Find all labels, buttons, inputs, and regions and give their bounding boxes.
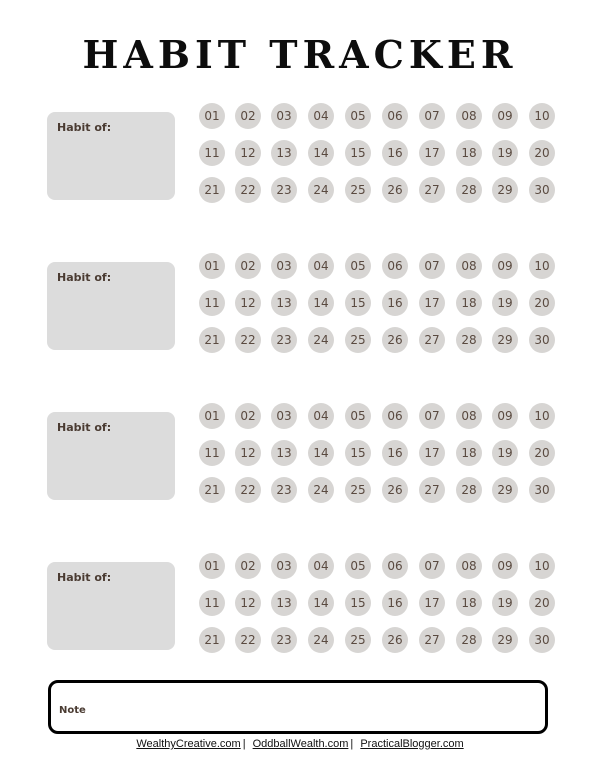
day-circle[interactable]: 25 [345,477,371,503]
day-circle[interactable]: 18 [456,590,482,616]
day-circle[interactable]: 17 [419,140,445,166]
day-circle[interactable]: 28 [456,177,482,203]
day-circle[interactable]: 17 [419,590,445,616]
habit-block [47,108,550,208]
habit-label: Habit of: [57,571,112,584]
day-circle[interactable]: 15 [345,290,371,316]
day-circle[interactable]: 29 [492,327,518,353]
day-circle[interactable]: 01 [199,103,225,129]
day-circle[interactable]: 20 [529,440,555,466]
day-circle[interactable]: 16 [382,590,408,616]
day-circle[interactable]: 30 [529,177,555,203]
day-circle[interactable]: 10 [529,403,555,429]
day-circle[interactable]: 14 [308,590,334,616]
day-circle[interactable]: 11 [199,290,225,316]
day-circle[interactable]: 12 [235,290,261,316]
day-circle[interactable]: 13 [271,440,297,466]
day-circle[interactable]: 02 [235,103,261,129]
day-circle[interactable]: 19 [492,590,518,616]
day-circle[interactable]: 29 [492,477,518,503]
day-circle[interactable]: 12 [235,440,261,466]
day-circle[interactable]: 01 [199,553,225,579]
day-circle[interactable]: 08 [456,553,482,579]
habit-label: Habit of: [57,121,112,134]
day-circle[interactable]: 27 [419,327,445,353]
day-circle[interactable]: 09 [492,553,518,579]
day-circle[interactable]: 28 [456,477,482,503]
day-circle[interactable]: 28 [456,327,482,353]
day-circle[interactable]: 22 [235,627,261,653]
footer [0,738,600,750]
day-circle[interactable]: 08 [456,403,482,429]
day-circle[interactable]: 03 [271,103,297,129]
day-circle[interactable]: 17 [419,440,445,466]
day-circle[interactable]: 14 [308,140,334,166]
day-circle[interactable]: 29 [492,627,518,653]
day-circle[interactable]: 20 [529,290,555,316]
day-circle[interactable]: 08 [456,253,482,279]
footer-link-wealthycreative[interactable]: WealthyCreative.com [136,738,241,750]
day-circle[interactable]: 03 [271,403,297,429]
day-circle[interactable]: 26 [382,477,408,503]
day-circle[interactable]: 10 [529,553,555,579]
day-circle[interactable]: 30 [529,327,555,353]
footer-separator: | [350,738,354,750]
day-circle[interactable]: 15 [345,590,371,616]
day-circle[interactable]: 04 [308,253,334,279]
day-circle[interactable]: 21 [199,177,225,203]
day-circle[interactable]: 18 [456,440,482,466]
day-circle[interactable]: 06 [382,553,408,579]
habit-name-box[interactable] [47,562,175,650]
note-box[interactable] [48,680,548,734]
day-circle[interactable]: 13 [271,290,297,316]
day-circle[interactable]: 08 [456,103,482,129]
day-circle[interactable]: 14 [308,440,334,466]
day-circle[interactable]: 25 [345,627,371,653]
habit-block [47,558,550,658]
day-circle[interactable]: 02 [235,403,261,429]
day-circle[interactable]: 03 [271,553,297,579]
day-circle[interactable]: 09 [492,253,518,279]
footer-link-practicalblogger[interactable]: PracticalBlogger.com [360,738,464,750]
day-circle[interactable]: 10 [529,103,555,129]
day-circle[interactable]: 23 [271,627,297,653]
day-circle[interactable]: 03 [271,253,297,279]
habit-name-box[interactable] [47,112,175,200]
day-circle[interactable]: 10 [529,253,555,279]
day-circle[interactable]: 12 [235,590,261,616]
note-label: Note [59,705,86,716]
day-circle[interactable]: 23 [271,327,297,353]
footer-link-oddballwealth[interactable]: OddballWealth.com [252,738,349,750]
day-circle[interactable]: 05 [345,253,371,279]
day-circle[interactable]: 04 [308,103,334,129]
day-circle[interactable]: 21 [199,627,225,653]
day-circle[interactable]: 02 [235,553,261,579]
day-circle[interactable]: 15 [345,440,371,466]
day-circle[interactable]: 22 [235,327,261,353]
day-circle[interactable]: 19 [492,290,518,316]
habit-label: Habit of: [57,271,112,284]
day-circle[interactable]: 25 [345,177,371,203]
habit-name-box[interactable] [47,262,175,350]
habit-label: Habit of: [57,421,112,434]
day-circle[interactable]: 04 [308,553,334,579]
day-circle[interactable]: 28 [456,627,482,653]
day-circle[interactable]: 18 [456,140,482,166]
page-title: HABIT TRACKER [82,32,518,77]
day-circle[interactable]: 07 [419,403,445,429]
day-circle[interactable]: 13 [271,590,297,616]
day-circle[interactable]: 24 [308,177,334,203]
day-circle[interactable]: 29 [492,177,518,203]
day-circle[interactable]: 05 [345,103,371,129]
day-circle[interactable]: 11 [199,140,225,166]
day-circle[interactable]: 06 [382,403,408,429]
day-circle[interactable]: 12 [235,140,261,166]
day-circle[interactable]: 04 [308,403,334,429]
habit-block [47,408,550,508]
day-circle[interactable]: 26 [382,627,408,653]
habit-name-box[interactable] [47,412,175,500]
day-circle[interactable]: 24 [308,327,334,353]
day-circle[interactable]: 01 [199,253,225,279]
day-circle[interactable]: 16 [382,290,408,316]
day-circle[interactable]: 13 [271,140,297,166]
day-circle[interactable]: 05 [345,553,371,579]
day-circle[interactable]: 11 [199,440,225,466]
day-circle[interactable]: 19 [492,440,518,466]
day-circle[interactable]: 01 [199,403,225,429]
day-circle[interactable]: 02 [235,253,261,279]
footer-separator: | [242,738,246,750]
day-circle[interactable]: 11 [199,590,225,616]
day-circle[interactable]: 21 [199,477,225,503]
day-circle[interactable]: 27 [419,177,445,203]
habit-block [47,258,550,358]
day-circle[interactable]: 16 [382,140,408,166]
day-circle[interactable]: 27 [419,627,445,653]
day-circle[interactable]: 20 [529,140,555,166]
day-circle[interactable]: 23 [271,477,297,503]
day-circle[interactable]: 07 [419,103,445,129]
day-circle[interactable]: 23 [271,177,297,203]
day-circle[interactable]: 30 [529,627,555,653]
day-circle[interactable]: 16 [382,440,408,466]
day-circle[interactable]: 06 [382,103,408,129]
day-circle[interactable]: 17 [419,290,445,316]
day-circle[interactable]: 05 [345,403,371,429]
day-circle[interactable]: 15 [345,140,371,166]
day-circle[interactable]: 09 [492,403,518,429]
day-circle[interactable]: 20 [529,590,555,616]
day-circle[interactable]: 22 [235,477,261,503]
day-circle[interactable]: 30 [529,477,555,503]
day-circle[interactable]: 25 [345,327,371,353]
day-circle[interactable]: 07 [419,253,445,279]
day-circle[interactable]: 14 [308,290,334,316]
day-circle[interactable]: 24 [308,627,334,653]
day-circle[interactable]: 26 [382,177,408,203]
day-circle[interactable]: 27 [419,477,445,503]
day-circle[interactable]: 18 [456,290,482,316]
day-circle[interactable]: 09 [492,103,518,129]
day-circle[interactable]: 19 [492,140,518,166]
day-circle[interactable]: 26 [382,327,408,353]
day-circle[interactable]: 24 [308,477,334,503]
day-circle[interactable]: 06 [382,253,408,279]
day-circle[interactable]: 07 [419,553,445,579]
day-circle[interactable]: 22 [235,177,261,203]
day-circle[interactable]: 21 [199,327,225,353]
